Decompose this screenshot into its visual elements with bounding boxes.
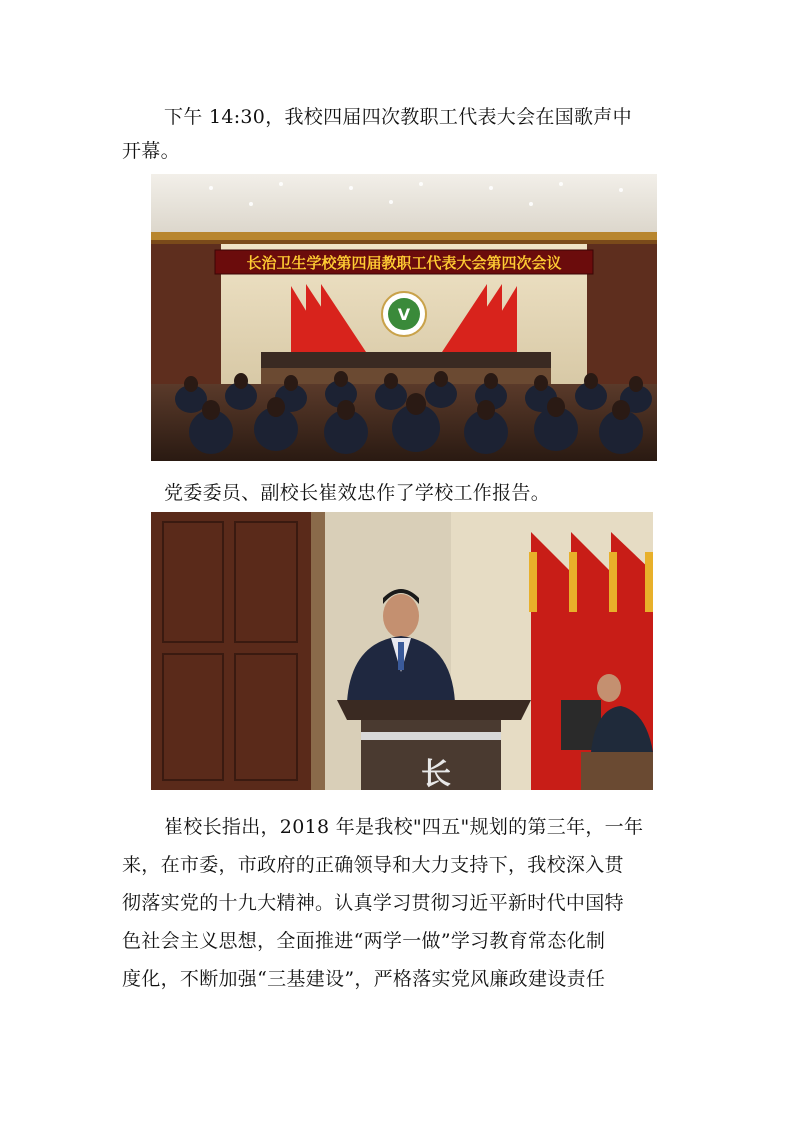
conference-hall-photo — [151, 174, 657, 461]
paragraph-report-body — [122, 808, 674, 998]
paragraph-line: 崔校长指出，2018 年是我校"四五"规划的第三年，一年 — [164, 816, 644, 838]
paragraph-line: 开幕。 — [122, 140, 180, 162]
paragraph-line: 度化，不断加强“三基建设”，严格落实党风廉政建设责任 — [122, 968, 606, 990]
paragraph-line: 党委委员、副校长崔效忠作了学校工作报告。 — [164, 482, 551, 504]
paragraph-line: 色社会主义思想，全面推进“两学一做”学习教育常态化制 — [122, 930, 606, 952]
podium-logo-text: 长 — [421, 757, 451, 790]
paragraph-line: 下午 14:30，我校四届四次教职工代表大会在国歌声中 — [164, 106, 632, 128]
paragraph-opening — [122, 100, 674, 168]
paragraph-line: 彻落实党的十九大精神。认真学习贯彻习近平新时代中国特 — [122, 892, 624, 914]
paragraph-line: 来，在市委，市政府的正确领导和大力支持下，我校深入贯 — [122, 854, 624, 876]
speaker-podium-photo — [151, 512, 653, 790]
paragraph-report-intro — [122, 476, 674, 510]
conference-banner-text: 长治卫生学校第四届教职工代表大会第四次会议 — [246, 254, 562, 272]
svg-text:V: V — [397, 305, 411, 324]
